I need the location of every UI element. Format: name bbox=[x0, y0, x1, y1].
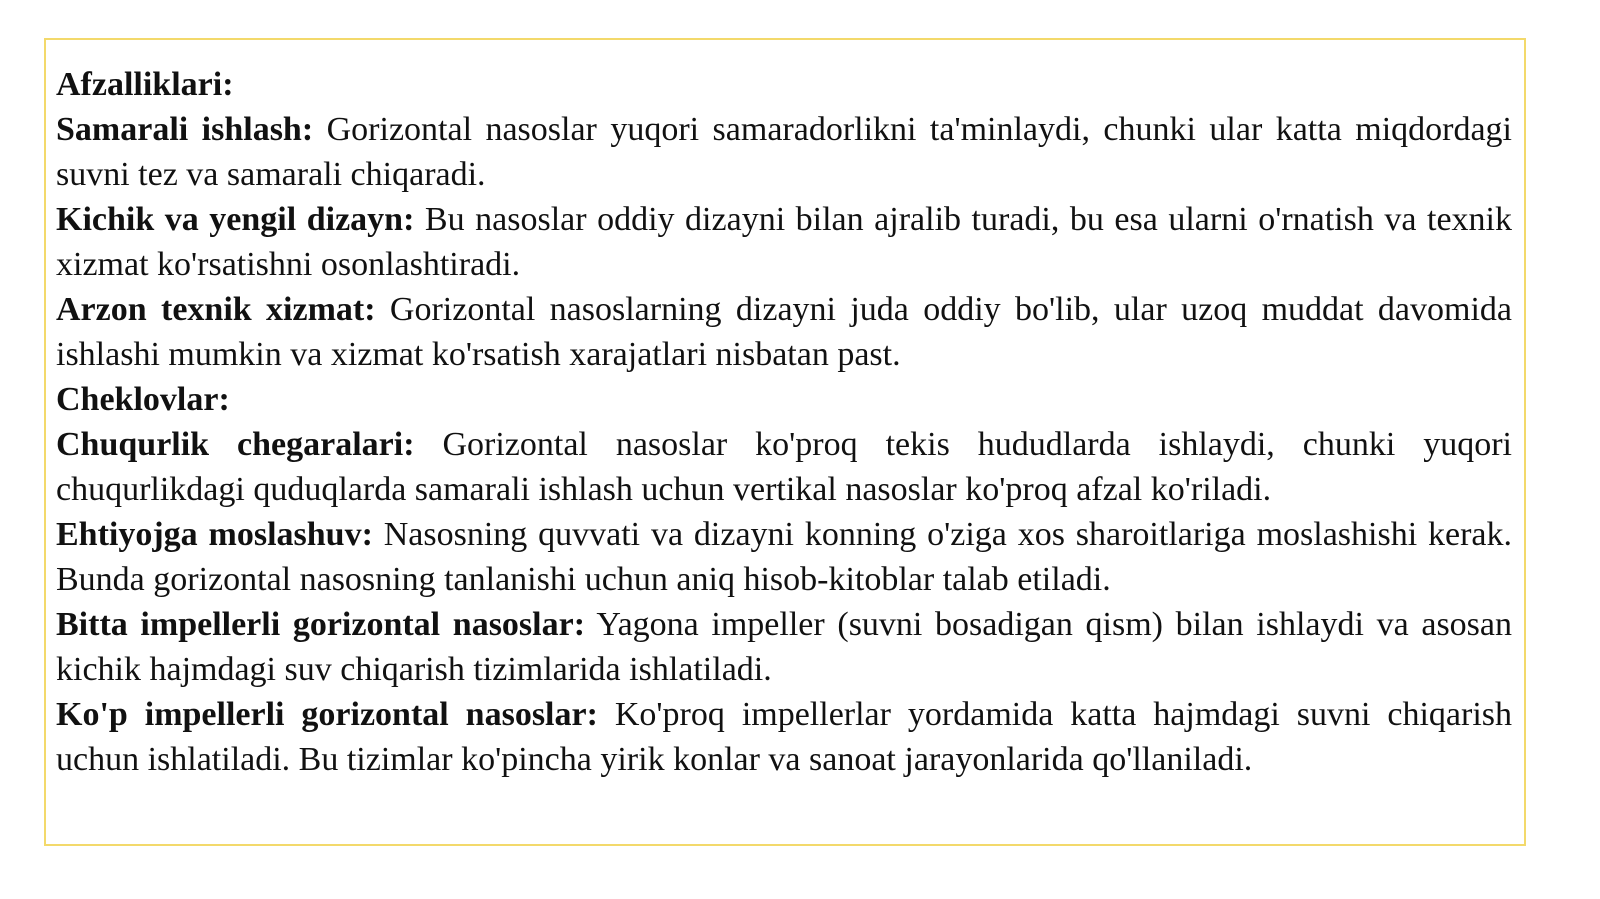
item-term: Ko'p impellerli gorizontal nasoslar: bbox=[56, 696, 598, 733]
advantage-item bbox=[56, 287, 1512, 377]
item-text: Gorizontal nasoslarning dizayni juda oddiy bo'lib, ular uzoq muddat davomida ishlashi mumkin va xizmat ko'rsatish xarajatlari nisbatan past. bbox=[56, 291, 1513, 373]
item-text: Gorizontal nasoslar yuqori samaradorlikni ta'minlaydi, chunki ular katta miqdordagi suvni tez va samarali chiqaradi. bbox=[56, 111, 1512, 193]
limitation-item bbox=[56, 602, 1512, 692]
item-text: Yagona impeller (suvni bosadigan qism) bilan ishlaydi va asosan kichik hajmdagi suv chiqarish tizimlarida ishlatiladi. bbox=[56, 606, 1513, 688]
item-term: Bitta impellerli gorizontal nasoslar: bbox=[56, 606, 586, 643]
document-body bbox=[56, 62, 1512, 782]
item-text: Ko'proq impellerlar yordamida katta hajmdagi suvni chiqarish uchun ishlatiladi. Bu tizimlar ko'pincha yirik konlar va sanoat jarayonlarida qo'llaniladi. bbox=[56, 696, 1512, 778]
item-term: Arzon texnik xizmat: bbox=[56, 291, 376, 328]
limitation-item bbox=[56, 692, 1512, 782]
limitation-item bbox=[56, 512, 1512, 602]
section-heading-limitations: Cheklovlar: bbox=[56, 381, 230, 418]
item-term: Kichik va yengil dizayn: bbox=[56, 201, 415, 238]
item-text: Gorizontal nasoslar ko'proq tekis hududlarda ishlaydi, chunki yuqori chuqurlikdagi quduqlarda samarali ishlash uchun vertikal nasoslar ko'proq afzal ko'riladi. bbox=[56, 426, 1513, 508]
item-term: Chuqurlik chegaralari: bbox=[56, 426, 415, 463]
item-text: Bu nasoslar oddiy dizayni bilan ajralib turadi, bu esa ularni o'rnatish va texnik xizmat ko'rsatishni osonlashtiradi. bbox=[56, 201, 1512, 283]
section-heading-advantages: Afzalliklari: bbox=[56, 66, 234, 103]
advantage-item bbox=[56, 197, 1512, 287]
item-term: Samarali ishlash: bbox=[56, 111, 314, 148]
advantage-item bbox=[56, 107, 1512, 197]
item-text: Nasosning quvvati va dizayni konning o'ziga xos sharoitlariga moslashishi kerak. Bunda gorizontal nasosning tanlanishi uchun aniq hisob-kitoblar talab etiladi. bbox=[56, 516, 1512, 598]
item-term: Ehtiyojga moslashuv: bbox=[56, 516, 373, 553]
limitation-item bbox=[56, 422, 1512, 512]
